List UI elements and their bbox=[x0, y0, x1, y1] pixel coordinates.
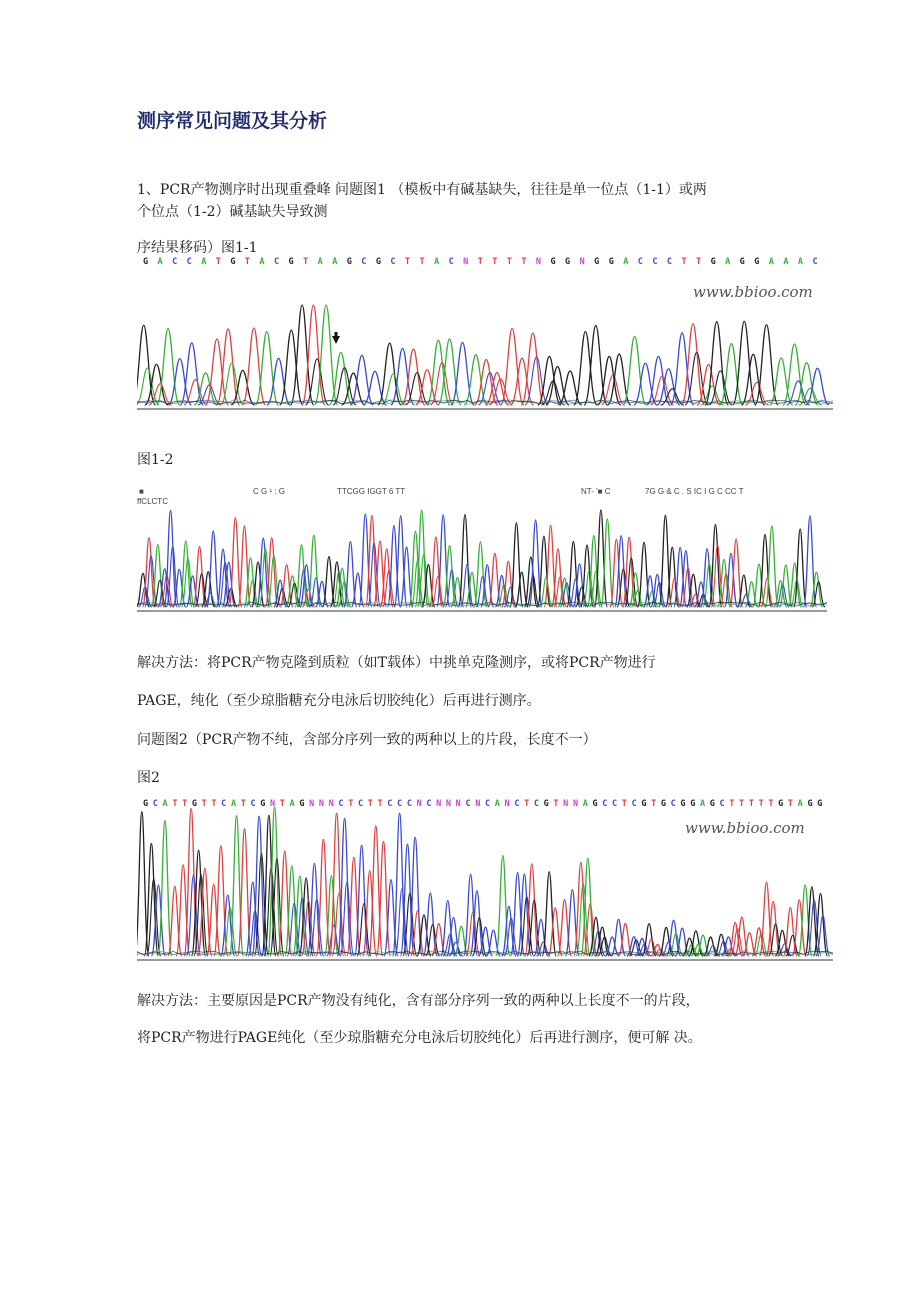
base-call-letter: N bbox=[318, 799, 325, 809]
base-call-letter: C bbox=[361, 257, 367, 267]
base-call-letter: T bbox=[739, 799, 745, 809]
base-call-letter: A bbox=[797, 257, 804, 267]
base-call-letter: C bbox=[812, 257, 818, 267]
page-title: 测序常见问题及其分析 bbox=[137, 110, 328, 132]
base-call-letter: A bbox=[494, 799, 500, 809]
base-call-letter: T bbox=[172, 799, 178, 809]
fig12-header-c: NT- '■ C bbox=[581, 487, 611, 496]
base-call-letter: G bbox=[660, 799, 667, 809]
base-call-letter: A bbox=[289, 799, 295, 809]
base-call-letter: T bbox=[201, 799, 207, 809]
figure-1-2-caption: 图1-2 bbox=[137, 452, 174, 468]
trace-peak bbox=[323, 557, 336, 607]
base-call-letter: T bbox=[240, 799, 246, 809]
base-call-letter: A bbox=[230, 799, 237, 809]
base-call-letter: G bbox=[778, 799, 784, 809]
base-call-letter: G bbox=[543, 799, 549, 809]
base-call-letter: G bbox=[680, 799, 686, 809]
base-call-letter: C bbox=[387, 799, 393, 809]
base-call-letter: C bbox=[186, 257, 192, 267]
base-call-letter: C bbox=[666, 257, 673, 267]
base-call-letter: T bbox=[303, 257, 309, 267]
figure-2-caption: 图2 bbox=[137, 770, 160, 786]
base-call-letter: C bbox=[406, 799, 412, 809]
solution1-line1: 解决方法：将PCR产物克隆到质粒（如T载体）中挑单克隆测序，或将PCR产物进行 bbox=[137, 655, 656, 671]
fig12-header-left: ffCLCTC bbox=[137, 497, 168, 506]
base-call-letter: G bbox=[288, 257, 294, 267]
fig12-header-a: C G ¹ : G bbox=[253, 487, 285, 496]
trace-peak bbox=[316, 839, 330, 956]
trace-peak bbox=[207, 531, 220, 607]
base-call-letter: N bbox=[475, 799, 481, 809]
base-call-letter: N bbox=[455, 799, 461, 809]
base-call-letter: T bbox=[404, 257, 411, 267]
base-call-letter: A bbox=[623, 257, 629, 267]
base-call-letter: G bbox=[754, 257, 760, 267]
base-call-letter: G bbox=[690, 799, 696, 809]
trace-peak bbox=[501, 328, 524, 405]
chromatogram-figure-1-2 bbox=[137, 485, 827, 612]
base-call-letter: G bbox=[299, 799, 305, 809]
base-call-letter: T bbox=[521, 257, 527, 267]
base-call-letter: A bbox=[201, 257, 207, 267]
base-call-letter: G bbox=[592, 799, 598, 809]
trace-peak-secondary bbox=[461, 564, 474, 607]
solution1-line2: PAGE，纯化（至少琼脂糖充分电泳后切胶纯化）后再进行测序。 bbox=[137, 693, 541, 709]
trace-peak bbox=[459, 514, 472, 607]
section1-line2: 个位点（1-2）碱基缺失导致测 bbox=[137, 204, 328, 220]
trace-peak bbox=[804, 516, 817, 607]
section1-line3: 序结果移码）图1-1 bbox=[137, 240, 258, 256]
watermark-text: www.bbioo.com bbox=[693, 283, 813, 301]
base-call-letter: G bbox=[817, 799, 823, 809]
trace-peak bbox=[638, 542, 651, 607]
base-call-letter: N bbox=[416, 799, 422, 809]
base-call-letter: G bbox=[191, 799, 197, 809]
base-call-letter: T bbox=[748, 799, 754, 809]
base-call-letter: G bbox=[230, 257, 236, 267]
base-call-letter: C bbox=[485, 799, 491, 809]
base-call-letter: N bbox=[270, 799, 276, 809]
base-call-letter: A bbox=[768, 257, 774, 267]
trace-peak bbox=[792, 900, 806, 956]
base-call-letter: T bbox=[729, 799, 735, 809]
base-call-letter: T bbox=[553, 799, 559, 809]
trace-peak bbox=[488, 553, 501, 607]
watermark-text: www.bbioo.com bbox=[685, 819, 805, 837]
base-call-letter: T bbox=[768, 799, 774, 809]
base-call-letter: N bbox=[504, 799, 510, 809]
base-call-letter: G bbox=[143, 799, 149, 809]
trace-peak bbox=[510, 358, 533, 405]
base-call-letter: G bbox=[709, 799, 715, 809]
base-call-letter: A bbox=[783, 257, 789, 267]
trace-peak bbox=[145, 364, 168, 405]
base-call-letter: T bbox=[182, 799, 188, 809]
base-call-letter: G bbox=[807, 799, 813, 809]
base-call-letter: G bbox=[260, 799, 266, 809]
arrow-down-icon bbox=[332, 332, 340, 344]
fig12-header-mark: ■ bbox=[139, 487, 144, 496]
base-call-letter: T bbox=[787, 799, 794, 809]
base-call-letter: C bbox=[465, 799, 471, 809]
base-call-letter: A bbox=[434, 257, 440, 267]
base-call-letter: N bbox=[328, 799, 334, 809]
base-call-letter: N bbox=[563, 799, 569, 809]
trace-peak bbox=[574, 331, 597, 405]
base-call-letter: C bbox=[719, 799, 725, 809]
trace-peak bbox=[510, 523, 523, 607]
base-call-letter: G bbox=[608, 257, 614, 267]
base-call-letter: C bbox=[612, 799, 618, 809]
base-call-letter: T bbox=[506, 257, 512, 267]
base-call-letter: A bbox=[725, 257, 731, 267]
trace-peak bbox=[344, 542, 357, 607]
solution2-line1: 解决方法：主要原因是PCR产物没有纯化，含有部分序列一致的两种以上长度不一的片段， bbox=[137, 993, 700, 1009]
solution2-line2: 将PCR产物进行PAGE纯化（至少琼脂糖充分电泳后切胶纯化）后再进行测序，便可解 决。 bbox=[137, 1030, 702, 1046]
base-call-letter: T bbox=[244, 257, 250, 267]
base-call-letter: T bbox=[367, 799, 373, 809]
trace-peak-secondary bbox=[357, 903, 371, 956]
trace-peak bbox=[441, 901, 455, 956]
trace-peak bbox=[612, 919, 626, 956]
base-call-letter: T bbox=[377, 799, 383, 809]
base-call-letter: C bbox=[397, 799, 403, 809]
base-call-letter: A bbox=[157, 257, 163, 267]
base-call-letter: C bbox=[357, 799, 364, 809]
base-call-letter: G bbox=[710, 257, 716, 267]
base-call-letter: T bbox=[348, 799, 354, 809]
base-call-letter: T bbox=[681, 257, 687, 267]
trace-peak bbox=[788, 563, 801, 607]
base-call-letter: G bbox=[143, 257, 149, 267]
base-call-letter: C bbox=[514, 799, 520, 809]
base-call-letter: N bbox=[535, 257, 542, 267]
base-call-letter: N bbox=[445, 799, 452, 809]
base-call-letter: C bbox=[670, 799, 676, 809]
base-call-letter: T bbox=[279, 799, 285, 809]
problem2-line: 问题图2（PCR产物不纯，含部分序列一致的两种以上的片段，长度不一） bbox=[137, 732, 597, 748]
base-call-letter: T bbox=[492, 257, 498, 267]
base-call-letter: C bbox=[390, 257, 396, 267]
base-call-letter: T bbox=[621, 799, 627, 809]
trace-peak bbox=[280, 330, 303, 405]
base-call-letter: G bbox=[375, 257, 381, 267]
chromatogram-figure-2 bbox=[137, 794, 833, 961]
base-call-letter: A bbox=[259, 257, 265, 267]
base-call-letter: C bbox=[152, 799, 158, 809]
base-call-letter: N bbox=[436, 799, 442, 809]
trace-peak bbox=[350, 355, 373, 405]
base-call-letter: C bbox=[250, 799, 256, 809]
chromatogram-figure-1-1 bbox=[137, 254, 833, 410]
base-call-letter: T bbox=[215, 257, 221, 267]
trace-peak bbox=[307, 863, 321, 956]
base-call-letter: T bbox=[696, 257, 702, 267]
base-call-letter: G bbox=[594, 257, 600, 267]
base-call-letter: N bbox=[572, 799, 579, 809]
base-call-letter: N bbox=[463, 257, 469, 267]
base-call-letter: T bbox=[524, 799, 530, 809]
base-call-letter: A bbox=[317, 257, 323, 267]
base-call-letter: C bbox=[637, 257, 643, 267]
base-call-letter: A bbox=[699, 799, 706, 809]
base-call-letter: A bbox=[582, 799, 588, 809]
fig12-header-b: TTCGG IGGT 6 TT bbox=[337, 487, 406, 496]
trace-peak bbox=[164, 510, 177, 607]
base-call-letter: G bbox=[739, 257, 745, 267]
base-call-letter: C bbox=[602, 799, 608, 809]
base-call-letter: G bbox=[641, 799, 647, 809]
base-call-letter: G bbox=[346, 257, 352, 267]
base-call-letter: C bbox=[426, 799, 432, 809]
base-call-letter: C bbox=[172, 257, 178, 267]
trace-peak bbox=[158, 821, 172, 956]
base-call-letter: T bbox=[419, 257, 425, 267]
base-call-letter: A bbox=[332, 257, 338, 267]
base-call-letter: T bbox=[477, 257, 483, 267]
base-call-letter: C bbox=[273, 257, 280, 267]
base-call-letter: C bbox=[652, 257, 658, 267]
base-call-letter: G bbox=[550, 257, 556, 267]
trace-peak bbox=[783, 908, 797, 956]
trace-peak bbox=[806, 368, 829, 405]
trace-peak bbox=[681, 324, 704, 405]
section1-line1: 1、PCR产物测序时出现重叠峰 问题图1 （模板中有碱基缺失，往往是单一位点（1-1）或两 bbox=[137, 182, 707, 198]
base-call-letter: C bbox=[631, 799, 637, 809]
base-call-letter: C bbox=[338, 799, 344, 809]
base-call-letter: T bbox=[651, 799, 657, 809]
trace-peak bbox=[137, 325, 155, 405]
base-call-letter: T bbox=[211, 799, 217, 809]
base-call-letter: N bbox=[579, 257, 585, 267]
base-call-letter: C bbox=[221, 799, 227, 809]
base-call-letter: A bbox=[162, 799, 168, 809]
trace-peak bbox=[156, 329, 179, 405]
base-call-letter: C bbox=[533, 799, 539, 809]
fig12-header-d: 7G G & C . S IC I G C CC T bbox=[645, 487, 744, 496]
base-call-letter: G bbox=[565, 257, 571, 267]
base-call-letter: C bbox=[448, 257, 454, 267]
base-call-letter: T bbox=[758, 799, 764, 809]
base-call-letter: N bbox=[309, 799, 315, 809]
base-call-letter: A bbox=[797, 799, 803, 809]
